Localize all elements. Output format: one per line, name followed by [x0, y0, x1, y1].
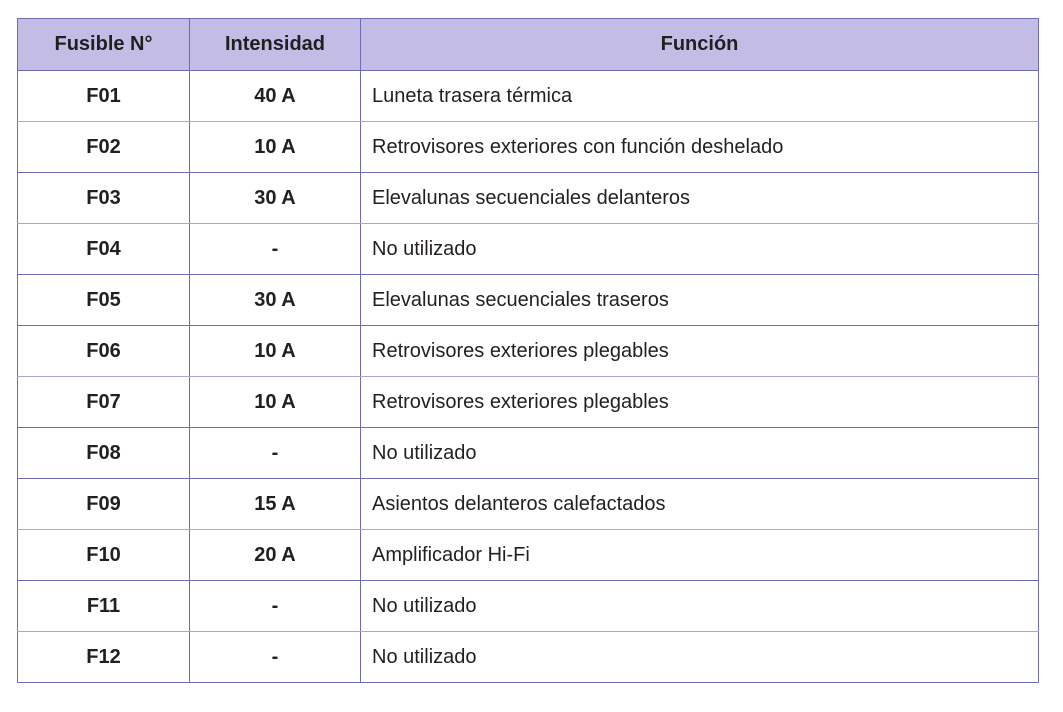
table-row [18, 224, 1039, 275]
fuse-function: Asientos delanteros calefactados [361, 479, 1039, 530]
fuse-table-container [17, 18, 1038, 683]
fuse-amperage: 15 A [190, 479, 361, 530]
fuse-function: Elevalunas secuenciales traseros [361, 275, 1039, 326]
fuse-amperage: 10 A [190, 326, 361, 377]
header-function: Función [361, 19, 1039, 71]
fuse-amperage: 10 A [190, 377, 361, 428]
table-row [18, 530, 1039, 581]
table-row [18, 173, 1039, 224]
table-row [18, 581, 1039, 632]
fuse-number: F11 [18, 581, 190, 632]
table-row [18, 326, 1039, 377]
fuse-table-header [18, 19, 1039, 71]
fuse-function: Luneta trasera térmica [361, 71, 1039, 122]
header-fuse-number: Fusible N° [18, 19, 190, 71]
fuse-number: F12 [18, 632, 190, 683]
fuse-number: F10 [18, 530, 190, 581]
fuse-amperage: - [190, 581, 361, 632]
fuse-amperage: 30 A [190, 173, 361, 224]
fuse-number: F09 [18, 479, 190, 530]
fuse-number: F07 [18, 377, 190, 428]
fuse-function: Retrovisores exteriores plegables [361, 326, 1039, 377]
fuse-function: Amplificador Hi-Fi [361, 530, 1039, 581]
table-row [18, 122, 1039, 173]
fuse-amperage: 30 A [190, 275, 361, 326]
fuse-number: F08 [18, 428, 190, 479]
table-row [18, 377, 1039, 428]
table-row [18, 71, 1039, 122]
fuse-function: No utilizado [361, 581, 1039, 632]
fuse-amperage: 10 A [190, 122, 361, 173]
fuse-function: No utilizado [361, 632, 1039, 683]
fuse-table [17, 18, 1039, 683]
fuse-function: No utilizado [361, 428, 1039, 479]
fuse-number: F04 [18, 224, 190, 275]
header-row [18, 19, 1039, 71]
fuse-number: F05 [18, 275, 190, 326]
fuse-number: F01 [18, 71, 190, 122]
header-amperage: Intensidad [190, 19, 361, 71]
fuse-amperage: - [190, 224, 361, 275]
table-row [18, 275, 1039, 326]
table-row [18, 479, 1039, 530]
fuse-number: F06 [18, 326, 190, 377]
fuse-number: F03 [18, 173, 190, 224]
fuse-function: Elevalunas secuenciales delanteros [361, 173, 1039, 224]
fuse-function: Retrovisores exteriores con función deshelado [361, 122, 1039, 173]
table-row [18, 632, 1039, 683]
table-row [18, 428, 1039, 479]
fuse-amperage: - [190, 428, 361, 479]
fuse-number: F02 [18, 122, 190, 173]
fuse-table-body [18, 71, 1039, 683]
fuse-function: No utilizado [361, 224, 1039, 275]
fuse-amperage: 20 A [190, 530, 361, 581]
fuse-amperage: - [190, 632, 361, 683]
fuse-function: Retrovisores exteriores plegables [361, 377, 1039, 428]
fuse-amperage: 40 A [190, 71, 361, 122]
